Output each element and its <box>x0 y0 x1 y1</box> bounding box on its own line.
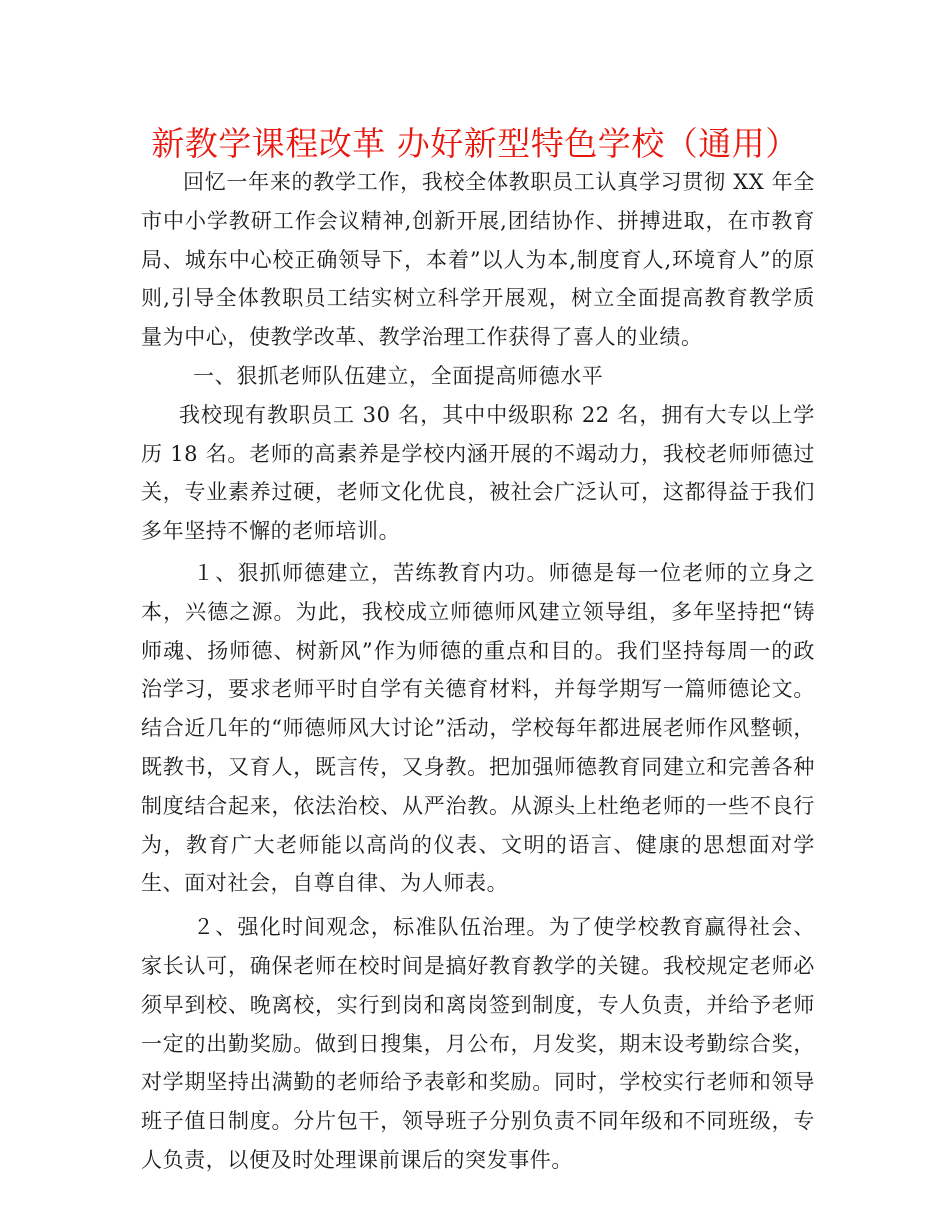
paragraph-staff: 我校现有教职员工 30 名，其中中级职称 22 名，拥有大专以上学历 18 名。老师的高素养是学校内涵开展的不竭动力，我校老师师德过关，专业素养过硬，老师文化优良，被社会广泛认可，这都得益于我们多年坚持不懈的老师培训。 <box>141 402 815 544</box>
paragraph-intro: 回忆一年来的教学工作，我校全体教职员工认真学习贯彻 XX 年全市中小学教研工作会议精神,创新开展,团结协作、拼搏进取，在市教育局、城东中心校正确领导下，本着”以人为本,制度育人,环境育人”的原则,引导全体教职员工结实树立科学开展观，树立全面提高教育教学质量为中心，使教学改革、教学治理工作获得了喜人的业绩。 <box>141 170 815 350</box>
paragraph-item-2: ２、强化时间观念，标准队伍治理。为了使学校教育赢得社会、家长认可，确保老师在校时间是搞好教育教学的关键。我校规定老师必须早到校、晚离校，实行到岗和离岗签到制度，专人负责，并给予老师一定的出勤奖励。做到日搜集，月公布，月发奖，期末设考勤综合奖，对学期坚持出满勤的老师给予表彰和奖励。同时，学校实行老师和领导班子值日制度。分片包干，领导班子分别负责不同年级和不同班级，专人负责，以便及时处理课前课后的突发事件。 <box>141 915 815 1172</box>
document-body <box>141 163 815 1180</box>
section-heading-1: 一、狠抓老师队伍建立，全面提高师德水平 <box>193 363 604 388</box>
paragraph-item-1: １、狠抓师德建立，苦练教育内功。师德是每一位老师的立身之本，兴德之源。为此，我校成立师德师风建立领导组，多年坚持把“铸师魂、扬师德、树新风”作为师德的重点和目的。我们坚持每周一的政治学习，要求老师平时自学有关德育材料，并每学期写一篇师德论文。结合近几年的“师德师风大讨论”活动，学校每年都进展老师作风整顿，既教书，又育人，既言传，又身教。把加强师德教育同建立和完善各种制度结合起来，依法治校、从严治教。从源头上杜绝老师的一些不良行为，教育广大老师能以高尚的仪表、文明的语言、健康的思想面对学生、面对社会，自尊自律、为人师表。 <box>141 560 815 896</box>
document-title: 新教学课程改革 办好新型特色学校（通用） <box>151 124 799 163</box>
